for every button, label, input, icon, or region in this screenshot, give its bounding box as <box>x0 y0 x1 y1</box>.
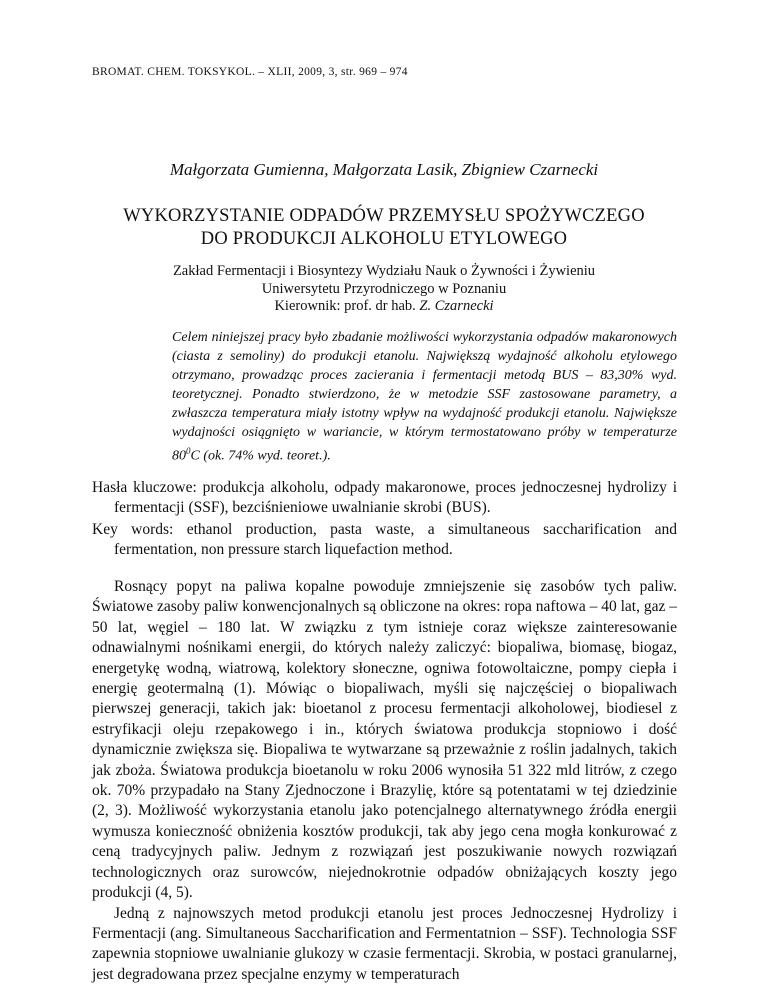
abstract <box>172 328 677 466</box>
abstract-text-1: Celem niniejszej pracy było zbadanie możliwości wykorzystania odpadów makaronowych (ciasta z semoliny) do produkcji etanolu. Największą wydajność alkoholu etylowego otrzymano, prowadząc proces zacierania i fermentacji metodą BUS – 83,30% wyd. teoretycznej. Ponadto stwierdzono, że w metodzie SSF zastosowane parametry, a zwłaszcza temperatura miały istotny wpływ na wydajność produkcji etanolu. Największe wydajności osiągnięto w wariancie, w którym termostatowano próby w temperaturze 80 <box>172 330 677 464</box>
affiliation-line-1: Zakład Fermentacji i Biosyntezy Wydziału Nauk o Żywności i Żywieniu <box>172 263 596 279</box>
keywords-polish: Hasła kluczowe: produkcja alkoholu, odpady makaronowe, proces jednoczesnej hydrolizy i fermentacji (SSF), bezciśnieniowe uwalnianie skrobi (BUS). <box>92 479 677 516</box>
keywords-english: Key words: ethanol production, pasta waste, a simultaneous saccharification and fermentation, non pressure starch liquefaction method. <box>92 521 677 558</box>
journal-reference: BROMAT. CHEM. TOKSYKOL. – XLII, 2009, 3, str. 969 – 974 <box>92 66 408 78</box>
affiliation <box>0 263 768 316</box>
body-text <box>92 577 677 985</box>
abstract-text-2: C (ok. 74% wyd. teoret.). <box>190 448 331 464</box>
affiliation-head <box>0 298 768 316</box>
head-name: Z. Czarnecki <box>419 298 494 314</box>
affiliation-line-2: Uniwersytetu Przyrodniczego w Poznaniu <box>261 280 507 297</box>
degree-superscript: 0 <box>186 446 191 456</box>
title-line-2: DO PRODUKCJI ALKOHOLU ETYLOWEGO <box>200 229 568 249</box>
article-title <box>0 205 768 251</box>
paragraph-2: Jedną z najnowszych metod produkcji etanolu jest proces Jednoczesnej Hydrolizy i Fermentacji (ang. Simultaneous Saccharification and Fermentatnion – SSF). Technologia SSF zapewnia stopniowe uwalnianie glukozy w czasie fermentacji. Skrobia, w postaci granularnej, jest degradowana przez specjalne enzymy w temperaturach <box>92 904 677 983</box>
paragraph-1: Rosnący popyt na paliwa kopalne powoduje zmniejszenie się zasobów tych paliw. Światowe zasoby paliw konwencjonalnych są obliczone na okres: ropa naftowa – 40 lat, gaz – 50 lat, węgiel – 180 lat. W związku z tym istnieje coraz większe zainteresowanie odnawialnymi nośnikami energii, do których należy zaliczyć: biopaliwa, biomasę, biogaz, energetykę wodną, wiatrową, kolektory słoneczne, ogniwa fotowoltaiczne, pompy ciepła i energię geotermalną (1). Mówiąc o biopaliwach, myśli się najczęściej o biopaliwach pierwszej generacji, takich jak: bioetanol z procesu fermentacji alkoholowej, biodiesel z estryfikacji oleju rzepakowego i in., których światowa produkcja stopniowo i dość dynamicznie zwiększa się. Biopaliwa te wytwarzane są przeważnie z roślin jadalnych, takich jak zboża. Światowa produkcja bioetanolu w roku 2006 wynosiła 51 322 mld litrów, z czego ok. 70% przypadało na Stany Zjednoczone i Brazylię, które są potentatami w tej dziedzinie (2, 3). Możliwość wykorzystania etanolu jako potencjalnego alternatywnego źródła energii wymusza konieczność obniżenia kosztów produkcji, tak aby jego cena mogła konkurować z ceną tradycyjnych paliw. Jednym z rozwiązań jest poszukiwanie nowych rozwiązań technologicznych oraz surowców, niejednokrotnie odpadów obniżających koszty jego produkcji (4, 5). <box>92 578 677 902</box>
title-line-1: WYKORZYSTANIE ODPADÓW PRZEMYSŁU SPOŻYWCZEGO <box>123 206 645 226</box>
authors: Małgorzata Gumienna, Małgorzata Lasik, Zbigniew Czarnecki <box>169 160 599 179</box>
head-prefix: Kierownik: prof. dr hab. <box>274 298 420 314</box>
